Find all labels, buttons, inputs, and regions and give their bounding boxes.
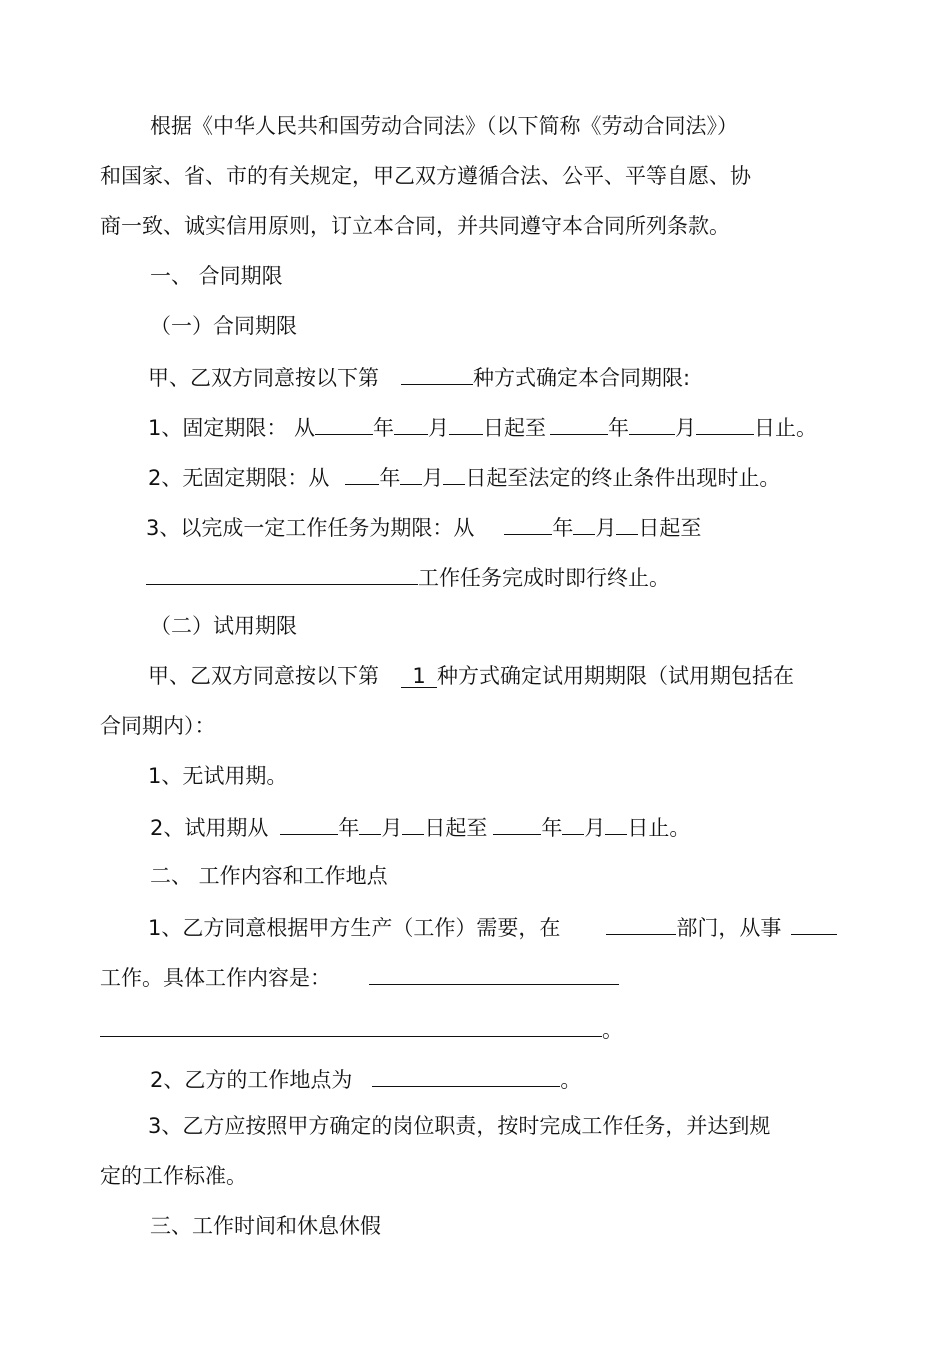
task-term-option [146, 512, 701, 542]
open-start-day-blank[interactable] [443, 462, 465, 485]
work-location-blank[interactable] [372, 1064, 560, 1087]
year-word: 年 [608, 416, 630, 440]
fixed-term-tail: 日止。 [754, 416, 818, 440]
no-probation-option: 1、无试用期。 [148, 764, 288, 788]
probation-end-month-blank[interactable] [562, 812, 584, 835]
fixed-term-option [148, 412, 817, 442]
end-day-blank[interactable] [696, 412, 754, 435]
month-word: 月 [422, 466, 444, 490]
year-word: 年 [338, 816, 360, 840]
work-location-item [150, 1064, 581, 1094]
open-start-year-blank[interactable] [345, 462, 379, 485]
month-word: 月 [595, 516, 617, 540]
work-item-1-mid: 部门，从事 [676, 916, 782, 940]
year-word: 年 [373, 416, 395, 440]
work-duty-line-2: 定的工作标准。 [100, 1164, 247, 1188]
probation-choice-suffix: 种方式确定试用期期限（试用期包括在 [437, 664, 794, 688]
work-location-label: 2、乙方的工作地点为 [150, 1068, 353, 1092]
task-start-day-blank[interactable] [616, 512, 638, 535]
month-word: 月 [584, 816, 606, 840]
probation-choice [148, 662, 794, 690]
work-content-end: 。 [602, 1018, 623, 1042]
probation-period-tail: 日止。 [627, 816, 691, 840]
job-title-blank[interactable] [791, 912, 837, 935]
task-start-month-blank[interactable] [573, 512, 595, 535]
task-start-year-blank[interactable] [504, 512, 552, 535]
task-description-blank[interactable] [146, 562, 418, 585]
choice-prefix: 甲、乙双方同意按以下第 [148, 366, 379, 390]
fixed-term-label: 1、固定期限： 从 [148, 416, 316, 440]
probation-end-day-blank[interactable] [605, 812, 627, 835]
probation-start-month-blank[interactable] [359, 812, 381, 835]
probation-period-option [150, 812, 690, 842]
probation-start-year-blank[interactable] [280, 812, 338, 835]
open-term-tail: 日起至法定的终止条件出现时止。 [465, 466, 781, 490]
open-term-option [148, 462, 780, 492]
work-content-blank-1[interactable] [369, 962, 619, 985]
probation-end-year-blank[interactable] [493, 812, 541, 835]
day-from-to-word: 日起至 [483, 416, 547, 440]
work-item-1-prefix: 1、乙方同意根据甲方生产（工作）需要，在 [148, 916, 561, 940]
year-word: 年 [552, 516, 574, 540]
work-location-end: 。 [560, 1068, 582, 1092]
open-start-month-blank[interactable] [400, 462, 422, 485]
section-2-heading: 二、 工作内容和工作地点 [150, 864, 388, 888]
start-month-blank[interactable] [394, 412, 428, 435]
contract-term-choice [148, 362, 690, 392]
end-year-blank[interactable] [550, 412, 608, 435]
year-word: 年 [541, 816, 563, 840]
task-term-line-2 [146, 562, 670, 592]
department-blank[interactable] [606, 912, 676, 935]
month-word: 月 [381, 816, 403, 840]
end-month-blank[interactable] [629, 412, 675, 435]
probation-choice-prefix: 甲、乙双方同意按以下第 [148, 664, 379, 688]
choice-suffix: 种方式确定本合同期限: [473, 366, 691, 390]
month-word: 月 [428, 416, 450, 440]
subsection-2-heading: （二）试用期限 [150, 614, 297, 638]
intro-line-1: 根据《中华人民共和国劳动合同法》（以下简称《劳动合同法》） [150, 114, 738, 138]
probation-period-label: 2、试用期从 [150, 816, 269, 840]
work-content-line-3 [100, 1014, 623, 1044]
day-from-to-word: 日起至 [424, 816, 488, 840]
work-content-item-1 [148, 912, 837, 942]
month-word: 月 [675, 416, 697, 440]
section-1-heading: 一、 合同期限 [150, 264, 283, 288]
subsection-1-heading: （一）合同期限 [150, 314, 297, 338]
probation-method-value[interactable]: 1 [401, 665, 437, 688]
intro-line-3: 商一致、诚实信用原则，订立本合同，并共同遵守本合同所列条款。 [100, 214, 730, 238]
start-day-blank[interactable] [449, 412, 483, 435]
work-content-label: 工作。具体工作内容是： [100, 966, 331, 990]
open-term-label: 2、无固定期限：从 [148, 466, 330, 490]
term-method-blank[interactable] [401, 362, 473, 385]
task-term-tail: 日起至 [638, 516, 702, 540]
work-duty-line-1: 3、乙方应按照甲方确定的岗位职责，按时完成工作任务，并达到规 [148, 1114, 771, 1138]
task-term-label: 3、以完成一定工作任务为期限：从 [146, 516, 475, 540]
work-content-blank-2[interactable] [100, 1014, 602, 1037]
section-3-heading: 三、工作时间和休息休假 [150, 1214, 381, 1238]
probation-start-day-blank[interactable] [402, 812, 424, 835]
probation-choice-line-2: 合同期内）： [100, 714, 216, 738]
intro-line-2: 和国家、省、市的有关规定，甲乙双方遵循合法、公平、平等自愿、协 [100, 164, 751, 188]
work-content-line-2 [100, 962, 619, 992]
task-term-ending: 工作任务完成时即行终止。 [418, 566, 670, 590]
year-word: 年 [379, 466, 401, 490]
start-year-blank[interactable] [315, 412, 373, 435]
